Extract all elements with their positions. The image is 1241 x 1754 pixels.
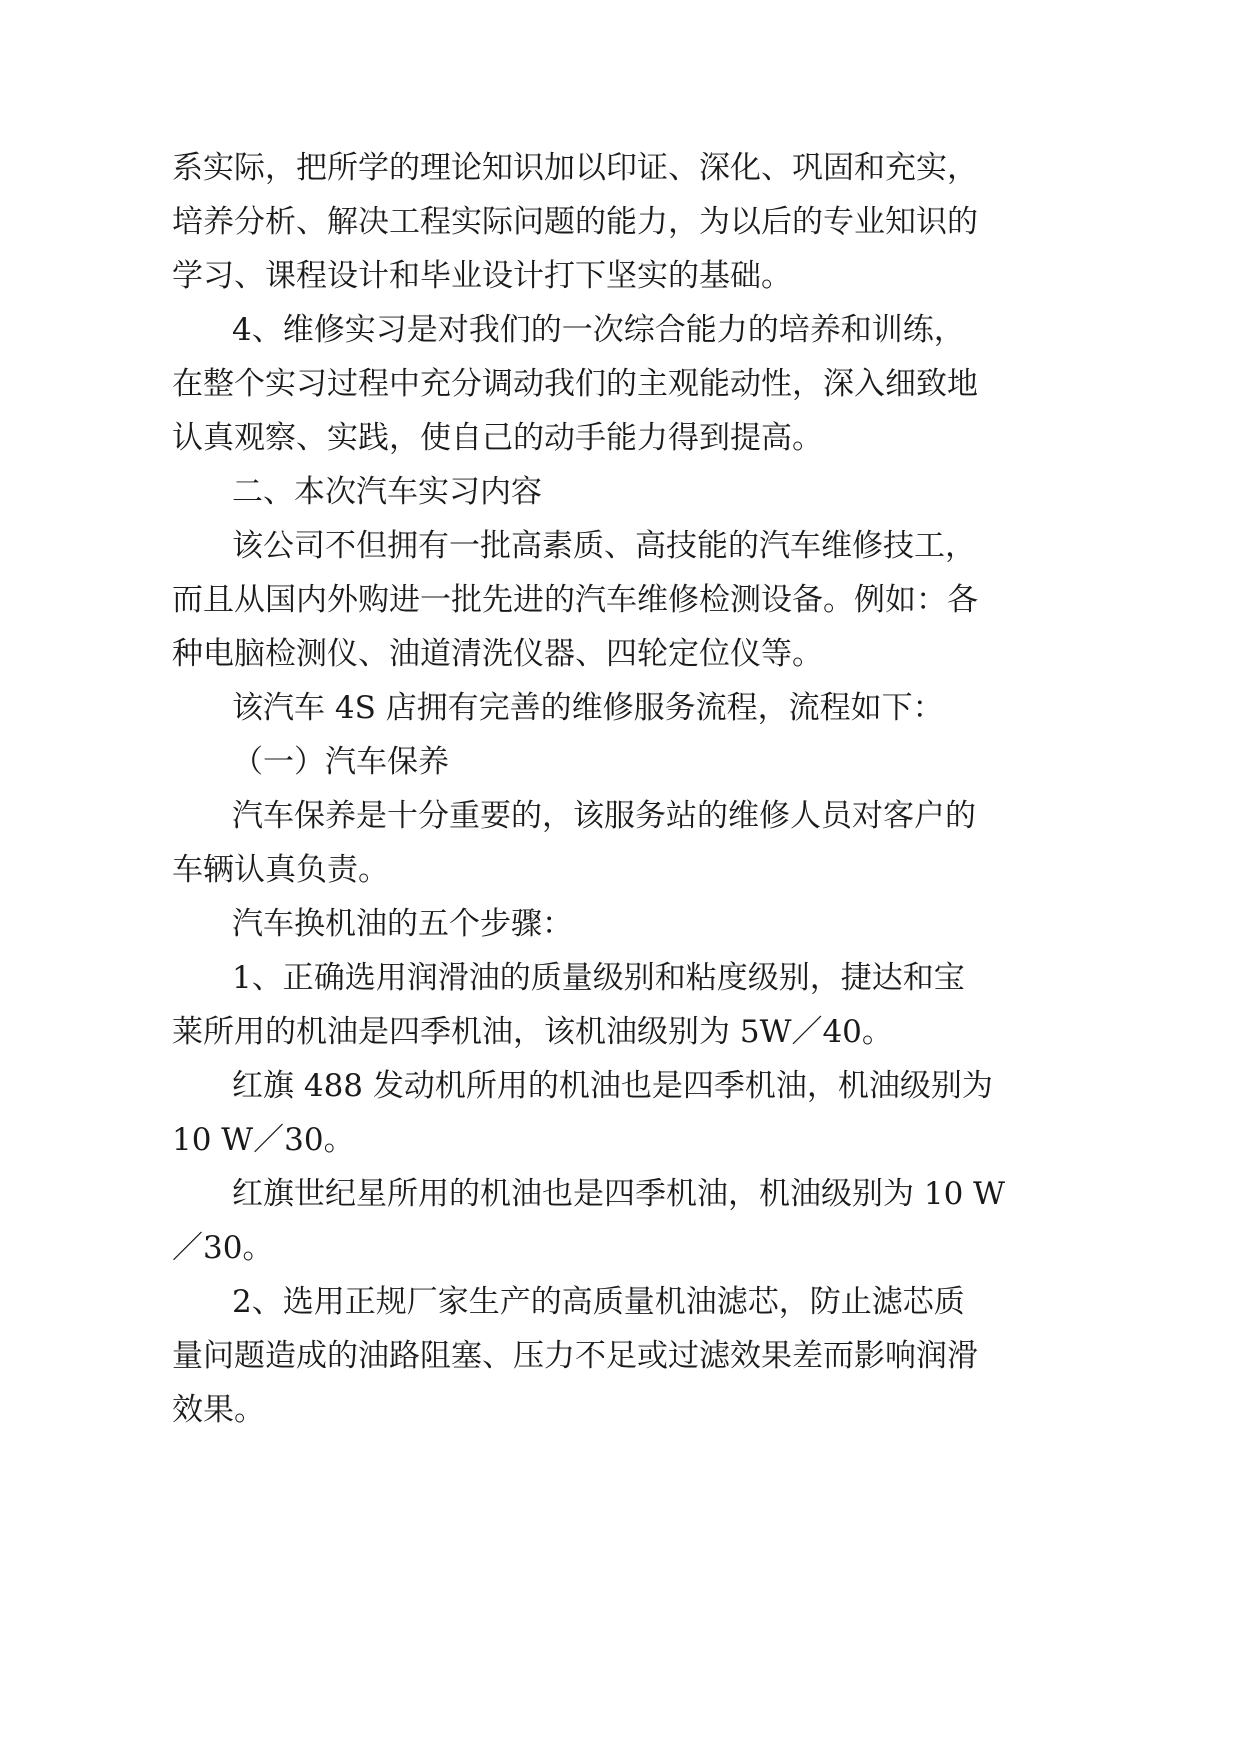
text-line: 量问题造成的油路阻塞、压力不足或过滤效果差而影响润滑 — [172, 1338, 978, 1374]
text-line: 4、维修实习是对我们的一次综合能力的培养和训练， — [232, 312, 965, 348]
text-line: 该汽车 4S 店拥有完善的维修服务流程，流程如下： — [232, 690, 944, 726]
text-line: 该公司不但拥有一批高素质、高技能的汽车维修技工， — [232, 528, 976, 564]
text-line: 10 W／30。 — [172, 1122, 355, 1158]
text-line: 1、正确选用润滑油的质量级别和粘度级别，捷达和宝 — [232, 960, 965, 996]
text-line: 红旗世纪星所用的机油也是四季机油，机油级别为 10 W — [232, 1176, 1006, 1212]
text-line: 车辆认真负责。 — [172, 852, 389, 888]
text-line: 培养分析、解决工程实际问题的能力，为以后的专业知识的 — [172, 204, 978, 240]
text-line: 而且从国内外购进一批先进的汽车维修检测设备。例如：各 — [172, 582, 978, 618]
text-line: 种电脑检测仪、油道清洗仪器、四轮定位仪等。 — [172, 636, 823, 672]
text-line: 2、选用正规厂家生产的高质量机油滤芯，防止滤芯质 — [232, 1284, 965, 1320]
text-line: 莱所用的机油是四季机油，该机油级别为 5W／40。 — [172, 1014, 893, 1050]
section-heading: 二、本次汽车实习内容 — [232, 474, 542, 510]
text-line: 在整个实习过程中充分调动我们的主观能动性，深入细致地 — [172, 366, 978, 402]
subsection-heading: （一）汽车保养 — [232, 744, 449, 780]
text-line: 效果。 — [172, 1392, 265, 1428]
text-line: 学习、课程设计和毕业设计打下坚实的基础。 — [172, 258, 792, 294]
text-line: ／30。 — [172, 1230, 274, 1266]
text-line: 汽车换机油的五个步骤： — [232, 906, 573, 942]
text-line: 系实际，把所学的理论知识加以印证、深化、巩固和充实， — [172, 150, 978, 186]
text-line: 红旗 488 发动机所用的机油也是四季机油，机油级别为 — [232, 1068, 993, 1104]
text-line: 汽车保养是十分重要的，该服务站的维修人员对客户的 — [232, 798, 976, 834]
text-line: 认真观察、实践，使自己的动手能力得到提高。 — [172, 420, 823, 456]
